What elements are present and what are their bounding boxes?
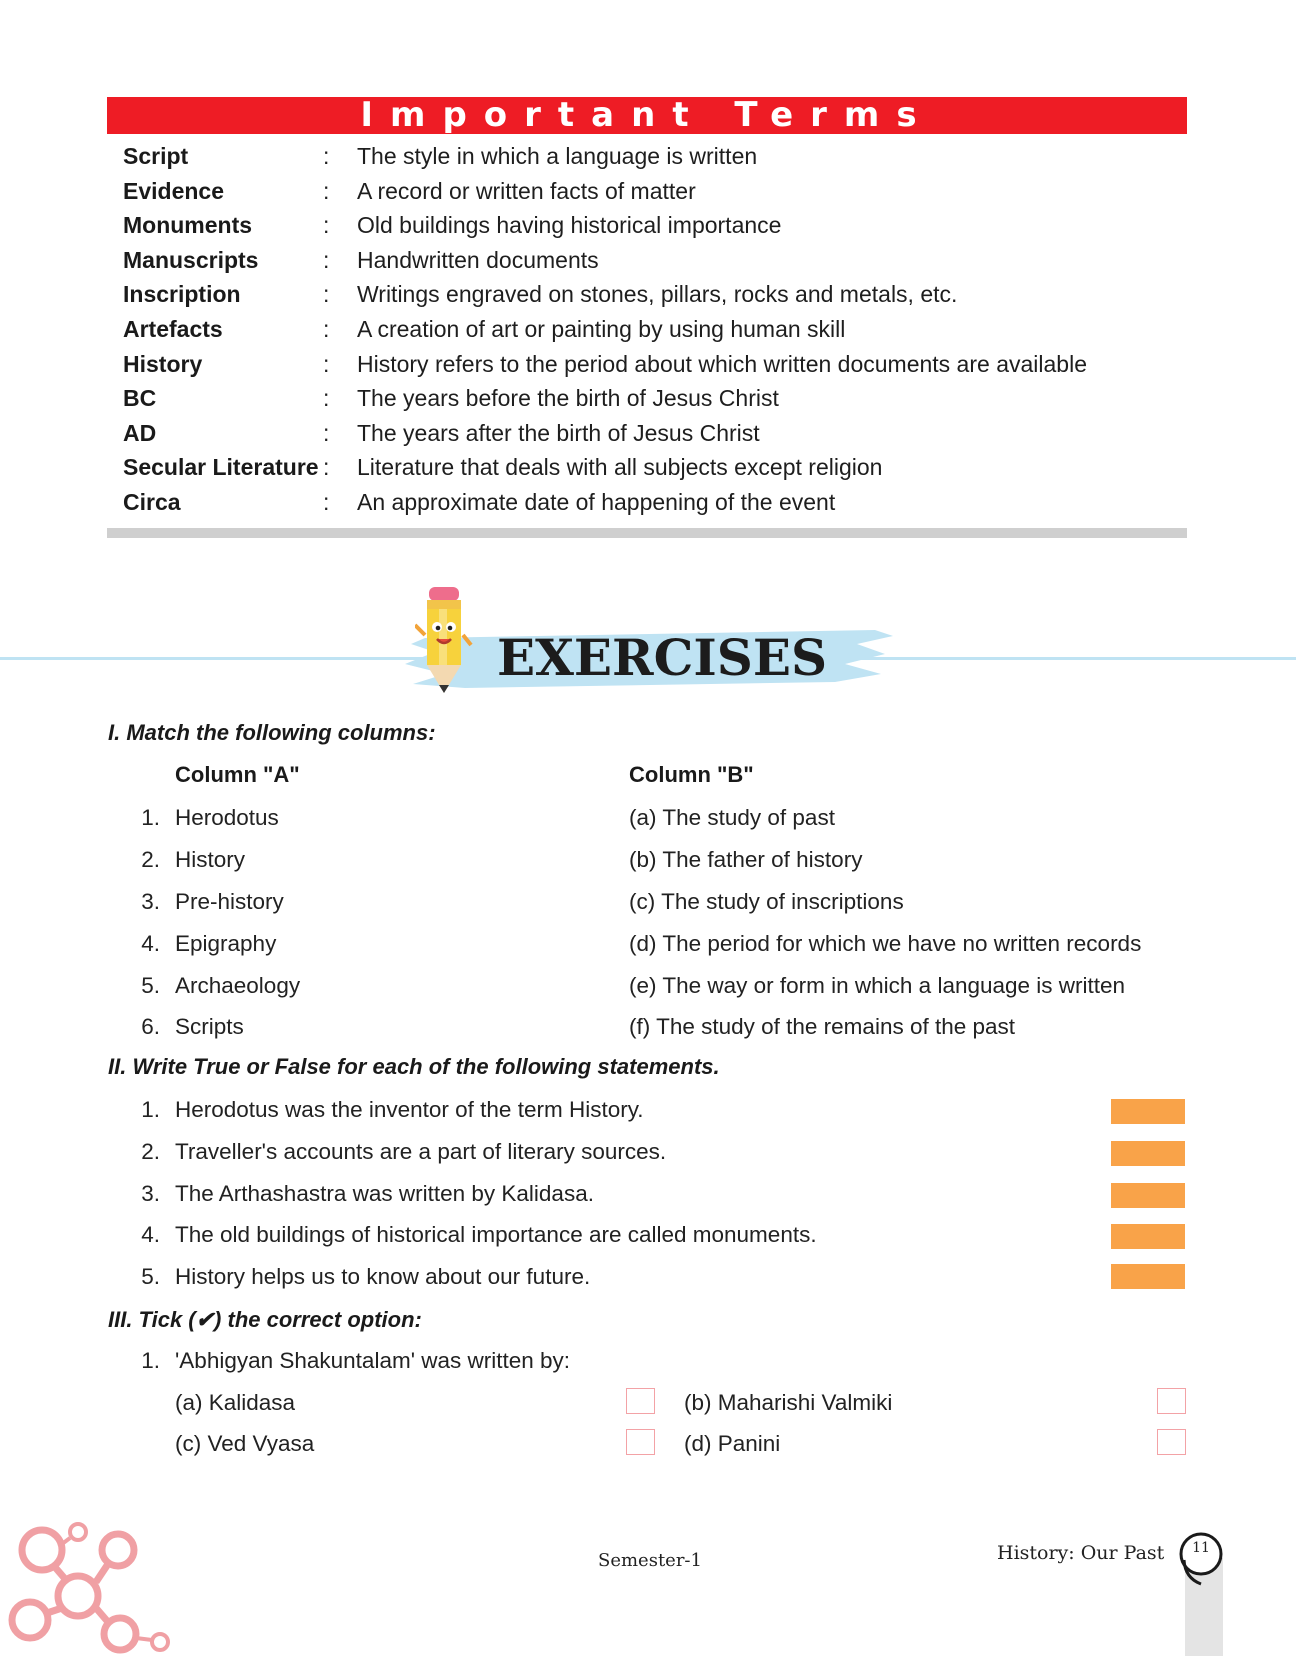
match-row-number: 1. (141, 805, 160, 830)
match-row-number: 5. (141, 973, 160, 998)
match-column-a-item: Scripts (175, 1014, 244, 1039)
term-name: Circa (123, 488, 181, 515)
match-column-a-item: History (175, 847, 246, 872)
answer-box[interactable] (1111, 1183, 1185, 1208)
term-definition: Literature that deals with all subjects except religion (357, 454, 883, 481)
section-1-heading: I. Match the following columns: (108, 720, 436, 745)
term-definition: Handwritten documents (357, 246, 599, 273)
term-definition: Writings engraved on stones, pillars, rocks and metals, etc. (357, 281, 958, 308)
statement-number: 4. (141, 1222, 160, 1247)
term-colon: : (323, 488, 330, 515)
question-number: 1. (141, 1348, 160, 1373)
match-column-a-item: Pre-history (175, 889, 284, 914)
statement-number: 5. (141, 1264, 160, 1289)
important-terms-banner: Important Terms (107, 97, 1187, 134)
match-column-b-item: (f) The study of the remains of the past (629, 1014, 1016, 1039)
statement-number: 2. (141, 1139, 160, 1164)
statement-text: Herodotus was the inventor of the term History. (175, 1097, 644, 1122)
term-row (123, 381, 1187, 416)
term-name: Script (123, 143, 189, 169)
pencil-mascot-icon (415, 585, 473, 697)
match-row-number: 4. (141, 931, 160, 956)
tick-box-d[interactable] (1157, 1429, 1186, 1455)
term-definition: A creation of art or painting by using human skill (357, 315, 846, 342)
term-row (123, 312, 1187, 347)
page-number: 11 (1192, 1540, 1210, 1556)
term-name: Evidence (123, 177, 224, 204)
term-row (123, 485, 1187, 520)
term-colon: : (323, 281, 330, 308)
term-name: Secular Literature (123, 454, 319, 481)
term-name: Manuscripts (123, 246, 259, 273)
answer-box[interactable] (1111, 1264, 1185, 1289)
answer-box[interactable] (1111, 1099, 1185, 1124)
term-row (123, 243, 1187, 278)
tick-box-a[interactable] (626, 1388, 655, 1414)
match-column-a-item: Herodotus (175, 805, 279, 830)
statement-text: The old buildings of historical importance are called monuments. (175, 1222, 817, 1247)
statement-text: Traveller's accounts are a part of literary sources. (175, 1139, 667, 1164)
term-colon: : (323, 212, 330, 239)
answer-box[interactable] (1111, 1224, 1185, 1249)
term-name: Monuments (123, 212, 253, 239)
match-column-b-item: (d) The period for which we have no written records (629, 931, 1142, 956)
term-definition: History refers to the period about which written documents are available (357, 350, 1087, 377)
terms-list (123, 139, 1187, 520)
match-row-number: 2. (141, 847, 160, 872)
footer-book-title: History: Our Past (997, 1542, 1165, 1564)
term-name: BC (123, 385, 157, 412)
statement-text: The Arthashastra was written by Kalidasa. (175, 1181, 594, 1206)
match-row-number: 3. (141, 889, 160, 914)
term-name: AD (123, 419, 157, 446)
term-definition: A record or written facts of matter (357, 177, 696, 204)
term-definition: The years after the birth of Jesus Christ (357, 419, 760, 446)
statement-number: 1. (141, 1097, 160, 1122)
question-text: 'Abhigyan Shakuntalam' was written by: (175, 1348, 571, 1373)
statement-text: History helps us to know about our future. (175, 1264, 591, 1289)
footer-semester: Semester-1 (598, 1550, 702, 1571)
term-colon: : (323, 143, 330, 169)
tick-box-b[interactable] (1157, 1388, 1186, 1414)
term-colon: : (323, 350, 330, 377)
term-row (123, 139, 1187, 174)
match-column-b-item: (b) The father of history (629, 847, 863, 872)
term-row (123, 450, 1187, 485)
term-colon: : (323, 385, 330, 412)
term-row (123, 174, 1187, 209)
term-row (123, 208, 1187, 243)
term-colon: : (323, 454, 330, 481)
option-a: (a) Kalidasa (175, 1390, 296, 1415)
term-name: Artefacts (123, 315, 223, 342)
match-column-a-item: Archaeology (175, 973, 301, 998)
term-definition: An approximate date of happening of the event (357, 488, 836, 515)
term-name: History (123, 350, 203, 377)
term-colon: : (323, 419, 330, 446)
option-d: (d) Panini (684, 1431, 781, 1456)
match-column-a-item: Epigraphy (175, 931, 277, 956)
term-colon: : (323, 177, 330, 204)
section-2-heading: II. Write True or False for each of the following statements. (108, 1054, 720, 1079)
exercises-title: EXERCISES (497, 628, 828, 687)
terms-bottom-bar (107, 528, 1187, 538)
option-b: (b) Maharishi Valmiki (684, 1390, 893, 1415)
term-row (123, 347, 1187, 382)
term-colon: : (323, 315, 330, 342)
section-3-heading: III. Tick (✔) the correct option: (108, 1307, 422, 1332)
option-c: (c) Ved Vyasa (175, 1431, 315, 1456)
match-row-number: 6. (141, 1014, 160, 1039)
molecule-decoration-icon (0, 1510, 180, 1656)
term-row (123, 277, 1187, 312)
term-colon: : (323, 246, 330, 273)
statement-number: 3. (141, 1181, 160, 1206)
column-a-header: Column "A" (175, 762, 300, 787)
column-b-header: Column "B" (629, 762, 754, 787)
match-column-b-item: (e) The way or form in which a language is written (629, 973, 1126, 998)
term-definition: Old buildings having historical importance (357, 212, 782, 239)
tick-box-c[interactable] (626, 1429, 655, 1455)
term-name: Inscription (123, 281, 241, 308)
match-column-b-item: (c) The study of inscriptions (629, 889, 904, 914)
term-definition: The years before the birth of Jesus Christ (357, 385, 779, 412)
answer-box[interactable] (1111, 1141, 1185, 1166)
term-row (123, 416, 1187, 451)
match-column-b-item: (a) The study of past (629, 805, 835, 830)
term-definition: The style in which a language is written (357, 143, 758, 169)
